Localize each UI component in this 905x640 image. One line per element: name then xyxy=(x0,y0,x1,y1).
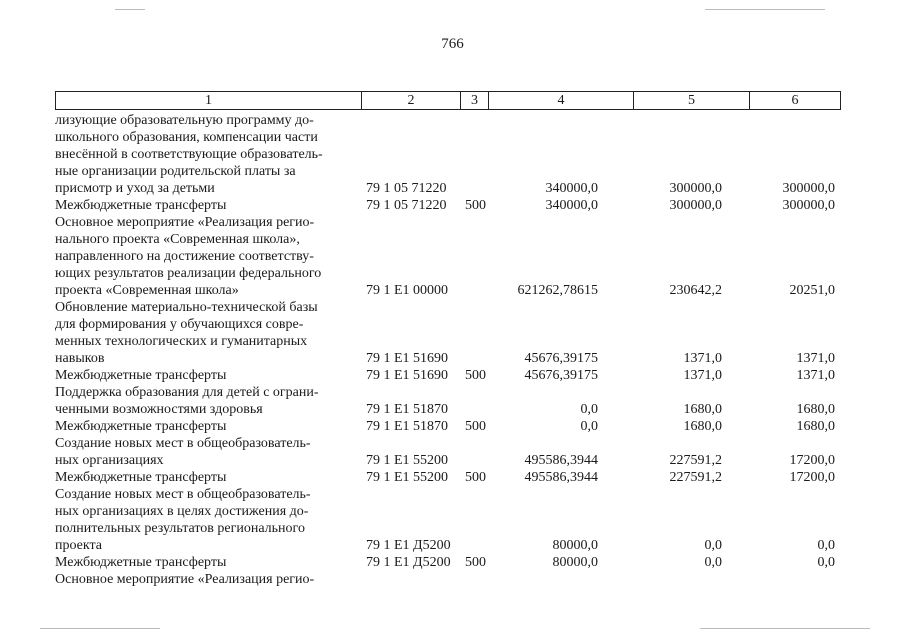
expense-type: 500 xyxy=(465,419,486,434)
row-description xyxy=(55,469,355,486)
expense-type: 500 xyxy=(465,470,486,485)
budget-code: 79 1 E1 51690 xyxy=(366,368,449,383)
amount-col-6: 1680,0 xyxy=(796,419,835,434)
scan-speck xyxy=(705,9,825,10)
expense-type: 500 xyxy=(465,555,486,570)
row-description xyxy=(55,554,355,571)
description-line: Создание новых мест в общеобразователь- xyxy=(55,436,311,451)
amount-col-6: 300000,0 xyxy=(782,181,835,196)
table-row xyxy=(55,554,855,571)
scan-speck xyxy=(115,9,145,10)
row-description xyxy=(55,384,355,418)
budget-code: 79 1 E1 55200 xyxy=(366,470,449,485)
scan-speck xyxy=(40,628,160,629)
description-line: Межбюджетные трансферты xyxy=(55,419,227,434)
table-row xyxy=(55,384,855,418)
table-row xyxy=(55,299,855,367)
budget-code: 79 1 E1 51690 xyxy=(366,351,449,366)
table-row xyxy=(55,486,855,554)
description-line: ные организации родительской платы за xyxy=(55,164,296,179)
amount-col-6: 17200,0 xyxy=(789,453,835,468)
amount-col-6: 1371,0 xyxy=(796,368,835,383)
amount-col-6: 300000,0 xyxy=(782,198,835,213)
amount-col-4: 80000,0 xyxy=(552,555,598,570)
amount-col-5: 1680,0 xyxy=(683,402,722,417)
header-col-3: 3 xyxy=(461,92,489,109)
description-line: ющих результатов реализации федерального xyxy=(55,266,322,281)
amount-col-4: 340000,0 xyxy=(545,181,598,196)
description-line: Межбюджетные трансферты xyxy=(55,470,227,485)
budget-code: 79 1 E1 00000 xyxy=(366,283,449,298)
description-line: для формирования у обучающихся совре- xyxy=(55,317,304,332)
table-body xyxy=(55,112,855,588)
description-line: Основное мероприятие «Реализация регио- xyxy=(55,215,315,230)
amount-col-5: 300000,0 xyxy=(669,198,722,213)
header-col-6: 6 xyxy=(791,93,799,108)
amount-col-4: 0,0 xyxy=(580,419,598,434)
amount-col-4: 495586,3944 xyxy=(524,470,598,485)
page-number: 766 xyxy=(441,36,464,52)
header-col-1: 1 xyxy=(56,92,362,109)
amount-col-5: 0,0 xyxy=(704,538,722,553)
expense-type: 500 xyxy=(465,368,486,383)
amount-col-4: 45676,39175 xyxy=(524,351,598,366)
description-line: присмотр и уход за детьми xyxy=(55,181,215,196)
amount-col-6: 0,0 xyxy=(817,538,835,553)
amount-col-4: 340000,0 xyxy=(545,198,598,213)
amount-col-4: 80000,0 xyxy=(552,538,598,553)
row-description xyxy=(55,112,355,197)
description-line: ных организациях xyxy=(55,453,164,468)
budget-code: 79 1 E1 51870 xyxy=(366,419,449,434)
row-description xyxy=(55,486,355,554)
table-row xyxy=(55,214,855,299)
table-row xyxy=(55,469,855,486)
amount-col-5: 1371,0 xyxy=(683,351,722,366)
budget-code: 79 1 05 71220 xyxy=(366,198,447,213)
amount-col-6: 20251,0 xyxy=(789,283,835,298)
amount-col-5: 227591,2 xyxy=(669,453,722,468)
budget-code: 79 1 E1 55200 xyxy=(366,453,449,468)
row-description xyxy=(55,435,355,469)
budget-code: 79 1 E1 51870 xyxy=(366,402,449,417)
amount-col-6: 1680,0 xyxy=(796,402,835,417)
budget-code: 79 1 E1 Д5200 xyxy=(366,538,451,553)
row-description xyxy=(55,571,355,588)
row-description xyxy=(55,214,355,299)
table-row xyxy=(55,435,855,469)
amount-col-4: 621262,78615 xyxy=(517,283,598,298)
expense-type: 500 xyxy=(465,198,486,213)
header-col-2: 2 xyxy=(362,92,461,109)
description-line: Межбюджетные трансферты xyxy=(55,198,227,213)
amount-col-5: 1371,0 xyxy=(683,368,722,383)
budget-code: 79 1 E1 Д5200 xyxy=(366,555,451,570)
description-line: полнительных результатов регионального xyxy=(55,521,305,536)
amount-col-5: 300000,0 xyxy=(669,181,722,196)
amount-col-6: 1371,0 xyxy=(796,351,835,366)
table-row xyxy=(55,367,855,384)
row-description xyxy=(55,418,355,435)
amount-col-5: 1680,0 xyxy=(683,419,722,434)
budget-code: 79 1 05 71220 xyxy=(366,181,447,196)
row-description xyxy=(55,299,355,367)
amount-col-6: 17200,0 xyxy=(789,470,835,485)
scan-speck xyxy=(700,628,870,629)
description-line: Межбюджетные трансферты xyxy=(55,555,227,570)
description-line: лизующие образовательную программу до- xyxy=(55,113,314,128)
row-description xyxy=(55,197,355,214)
amount-col-4: 0,0 xyxy=(580,402,598,417)
description-line: менных технологических и гуманитарных xyxy=(55,334,308,349)
description-line: проекта «Современная школа» xyxy=(55,283,239,298)
row-description xyxy=(55,367,355,384)
header-col-5: 5 xyxy=(634,92,750,109)
amount-col-4: 495586,3944 xyxy=(524,453,598,468)
description-line: школьного образования, компенсации части xyxy=(55,130,318,145)
description-line: направленного на достижение соответству- xyxy=(55,249,314,264)
table-row xyxy=(55,112,855,197)
description-line: Обновление материально-технической базы xyxy=(55,300,318,315)
amount-col-5: 0,0 xyxy=(704,555,722,570)
amount-col-4: 45676,39175 xyxy=(524,368,598,383)
table-header xyxy=(55,91,841,110)
description-line: внесённой в соответствующие образователь- xyxy=(55,147,323,162)
description-line: проекта xyxy=(55,538,102,553)
table-row xyxy=(55,197,855,214)
table-row xyxy=(55,571,855,588)
description-line: нального проекта «Современная школа», xyxy=(55,232,300,247)
table-row xyxy=(55,418,855,435)
description-line: Межбюджетные трансферты xyxy=(55,368,227,383)
amount-col-5: 227591,2 xyxy=(669,470,722,485)
header-col-4: 4 xyxy=(489,92,634,109)
description-line: ченными возможностями здоровья xyxy=(55,402,263,417)
description-line: Поддержка образования для детей с ограни- xyxy=(55,385,319,400)
amount-col-5: 230642,2 xyxy=(669,283,722,298)
description-line: навыков xyxy=(55,351,105,366)
description-line: Основное мероприятие «Реализация регио- xyxy=(55,572,315,587)
amount-col-6: 0,0 xyxy=(817,555,835,570)
description-line: ных организациях в целях достижения до- xyxy=(55,504,309,519)
description-line: Создание новых мест в общеобразователь- xyxy=(55,487,311,502)
